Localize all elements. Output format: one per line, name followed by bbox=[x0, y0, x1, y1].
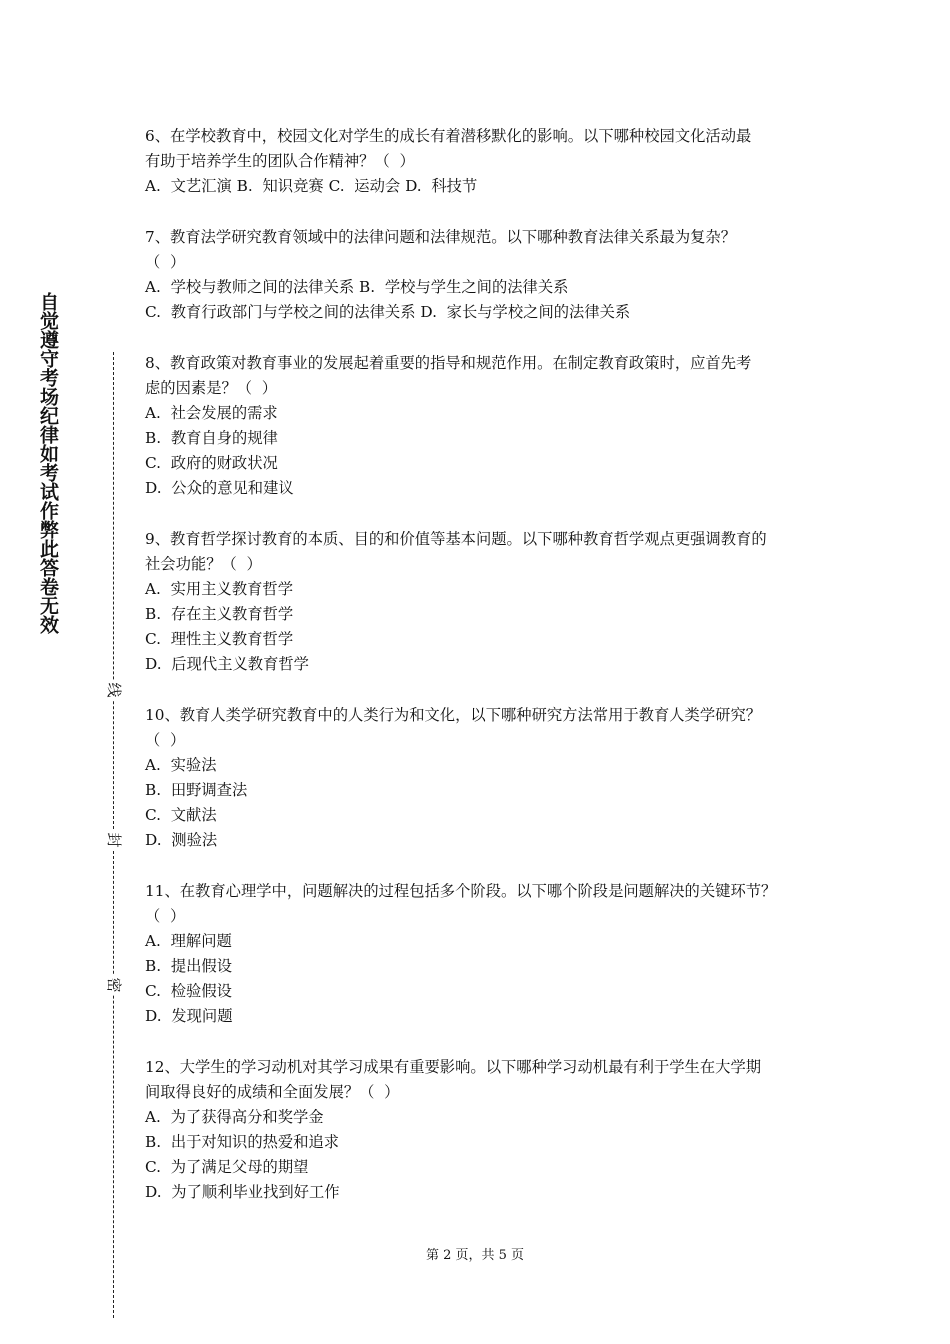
option-d: D. 后现代主义教育哲学 bbox=[145, 655, 309, 673]
exam-discipline-notice: 自觉遵守考场纪律如考试作弊此答卷无效 bbox=[37, 292, 59, 634]
question-7 bbox=[145, 225, 820, 325]
option-a: A. 社会发展的需求 bbox=[145, 404, 278, 422]
option-b: B. 教育自身的规律 bbox=[145, 429, 278, 447]
question-stem-line: （ ） bbox=[145, 253, 186, 271]
question-stem-line: 10、教育人类学研究教育中的人类行为和文化，以下哪种研究方法常用于教育人类学研究？ bbox=[145, 706, 762, 724]
question-stem-line: 12、大学生的学习动机对其学习成果有重要影响。以下哪种学习动机最有利于学生在大学期 bbox=[145, 1058, 762, 1076]
option-d: D. 公众的意见和建议 bbox=[145, 479, 294, 497]
option-a: A. 为了获得高分和奖学金 bbox=[145, 1108, 324, 1126]
question-list bbox=[145, 124, 820, 1231]
question-stem-line: 间取得良好的成绩和全面发展？（ ） bbox=[145, 1083, 400, 1101]
option-a: A. 理解问题 bbox=[145, 932, 232, 950]
option-b: B. 田野调查法 bbox=[145, 781, 248, 799]
page-number: 第 2 页，共 5 页 bbox=[425, 1248, 525, 1263]
question-options: A. 学校与教师之间的法律关系 B. 学校与学生之间的法律关系 bbox=[145, 278, 569, 296]
option-d: D. 测验法 bbox=[145, 831, 218, 849]
binding-label-feng: 封 bbox=[104, 830, 124, 850]
option-b: B. 存在主义教育哲学 bbox=[145, 605, 294, 623]
question-stem-line: 6、在学校教育中，校园文化对学生的成长有着潜移默化的影响。以下哪种校园文化活动最 bbox=[145, 127, 752, 145]
binding-label-mi: 密 bbox=[104, 975, 124, 995]
question-stem-line: 8、教育政策对教育事业的发展起着重要的指导和规范作用。在制定教育政策时，应首先考 bbox=[145, 354, 752, 372]
question-stem-line: 有助于培养学生的团队合作精神？（ ） bbox=[145, 152, 415, 170]
option-b: B. 出于对知识的热爱和追求 bbox=[145, 1133, 340, 1151]
option-c: C. 为了满足父母的期望 bbox=[145, 1158, 309, 1176]
question-stem-line: 11、在教育心理学中，问题解决的过程包括多个阶段。以下哪个阶段是问题解决的关键环节？ bbox=[145, 882, 777, 900]
binding-label-xian: 线 bbox=[104, 680, 124, 700]
question-stem-line: 虑的因素是？（ ） bbox=[145, 379, 278, 397]
question-stem-line: （ ） bbox=[145, 731, 186, 749]
question-options: A. 文艺汇演 B. 知识竞赛 C. 运动会 D. 科技节 bbox=[145, 177, 478, 195]
option-a: A. 实用主义教育哲学 bbox=[145, 580, 294, 598]
question-11 bbox=[145, 879, 820, 1029]
question-12 bbox=[145, 1055, 820, 1205]
option-b: B. 提出假设 bbox=[145, 957, 233, 975]
question-stem-line: （ ） bbox=[145, 907, 186, 925]
option-c: C. 文献法 bbox=[145, 806, 217, 824]
option-d: D. 为了顺利毕业找到好工作 bbox=[145, 1183, 340, 1201]
question-10 bbox=[145, 703, 820, 853]
question-stem-line: 社会功能？（ ） bbox=[145, 555, 262, 573]
question-8 bbox=[145, 351, 820, 501]
question-6 bbox=[145, 124, 820, 199]
option-c: C. 政府的财政状况 bbox=[145, 454, 278, 472]
option-c: C. 检验假设 bbox=[145, 982, 232, 1000]
question-options: C. 教育行政部门与学校之间的法律关系 D. 家长与学校之间的法律关系 bbox=[145, 303, 631, 321]
option-a: A. 实验法 bbox=[145, 756, 217, 774]
question-stem-line: 9、教育哲学探讨教育的本质、目的和价值等基本问题。以下哪种教育哲学观点更强调教育的 bbox=[145, 530, 767, 548]
option-d: D. 发现问题 bbox=[145, 1007, 233, 1025]
option-c: C. 理性主义教育哲学 bbox=[145, 630, 294, 648]
question-9 bbox=[145, 527, 820, 677]
question-stem-line: 7、教育法学研究教育领域中的法律问题和法律规范。以下哪种教育法律关系最为复杂？ bbox=[145, 228, 737, 246]
